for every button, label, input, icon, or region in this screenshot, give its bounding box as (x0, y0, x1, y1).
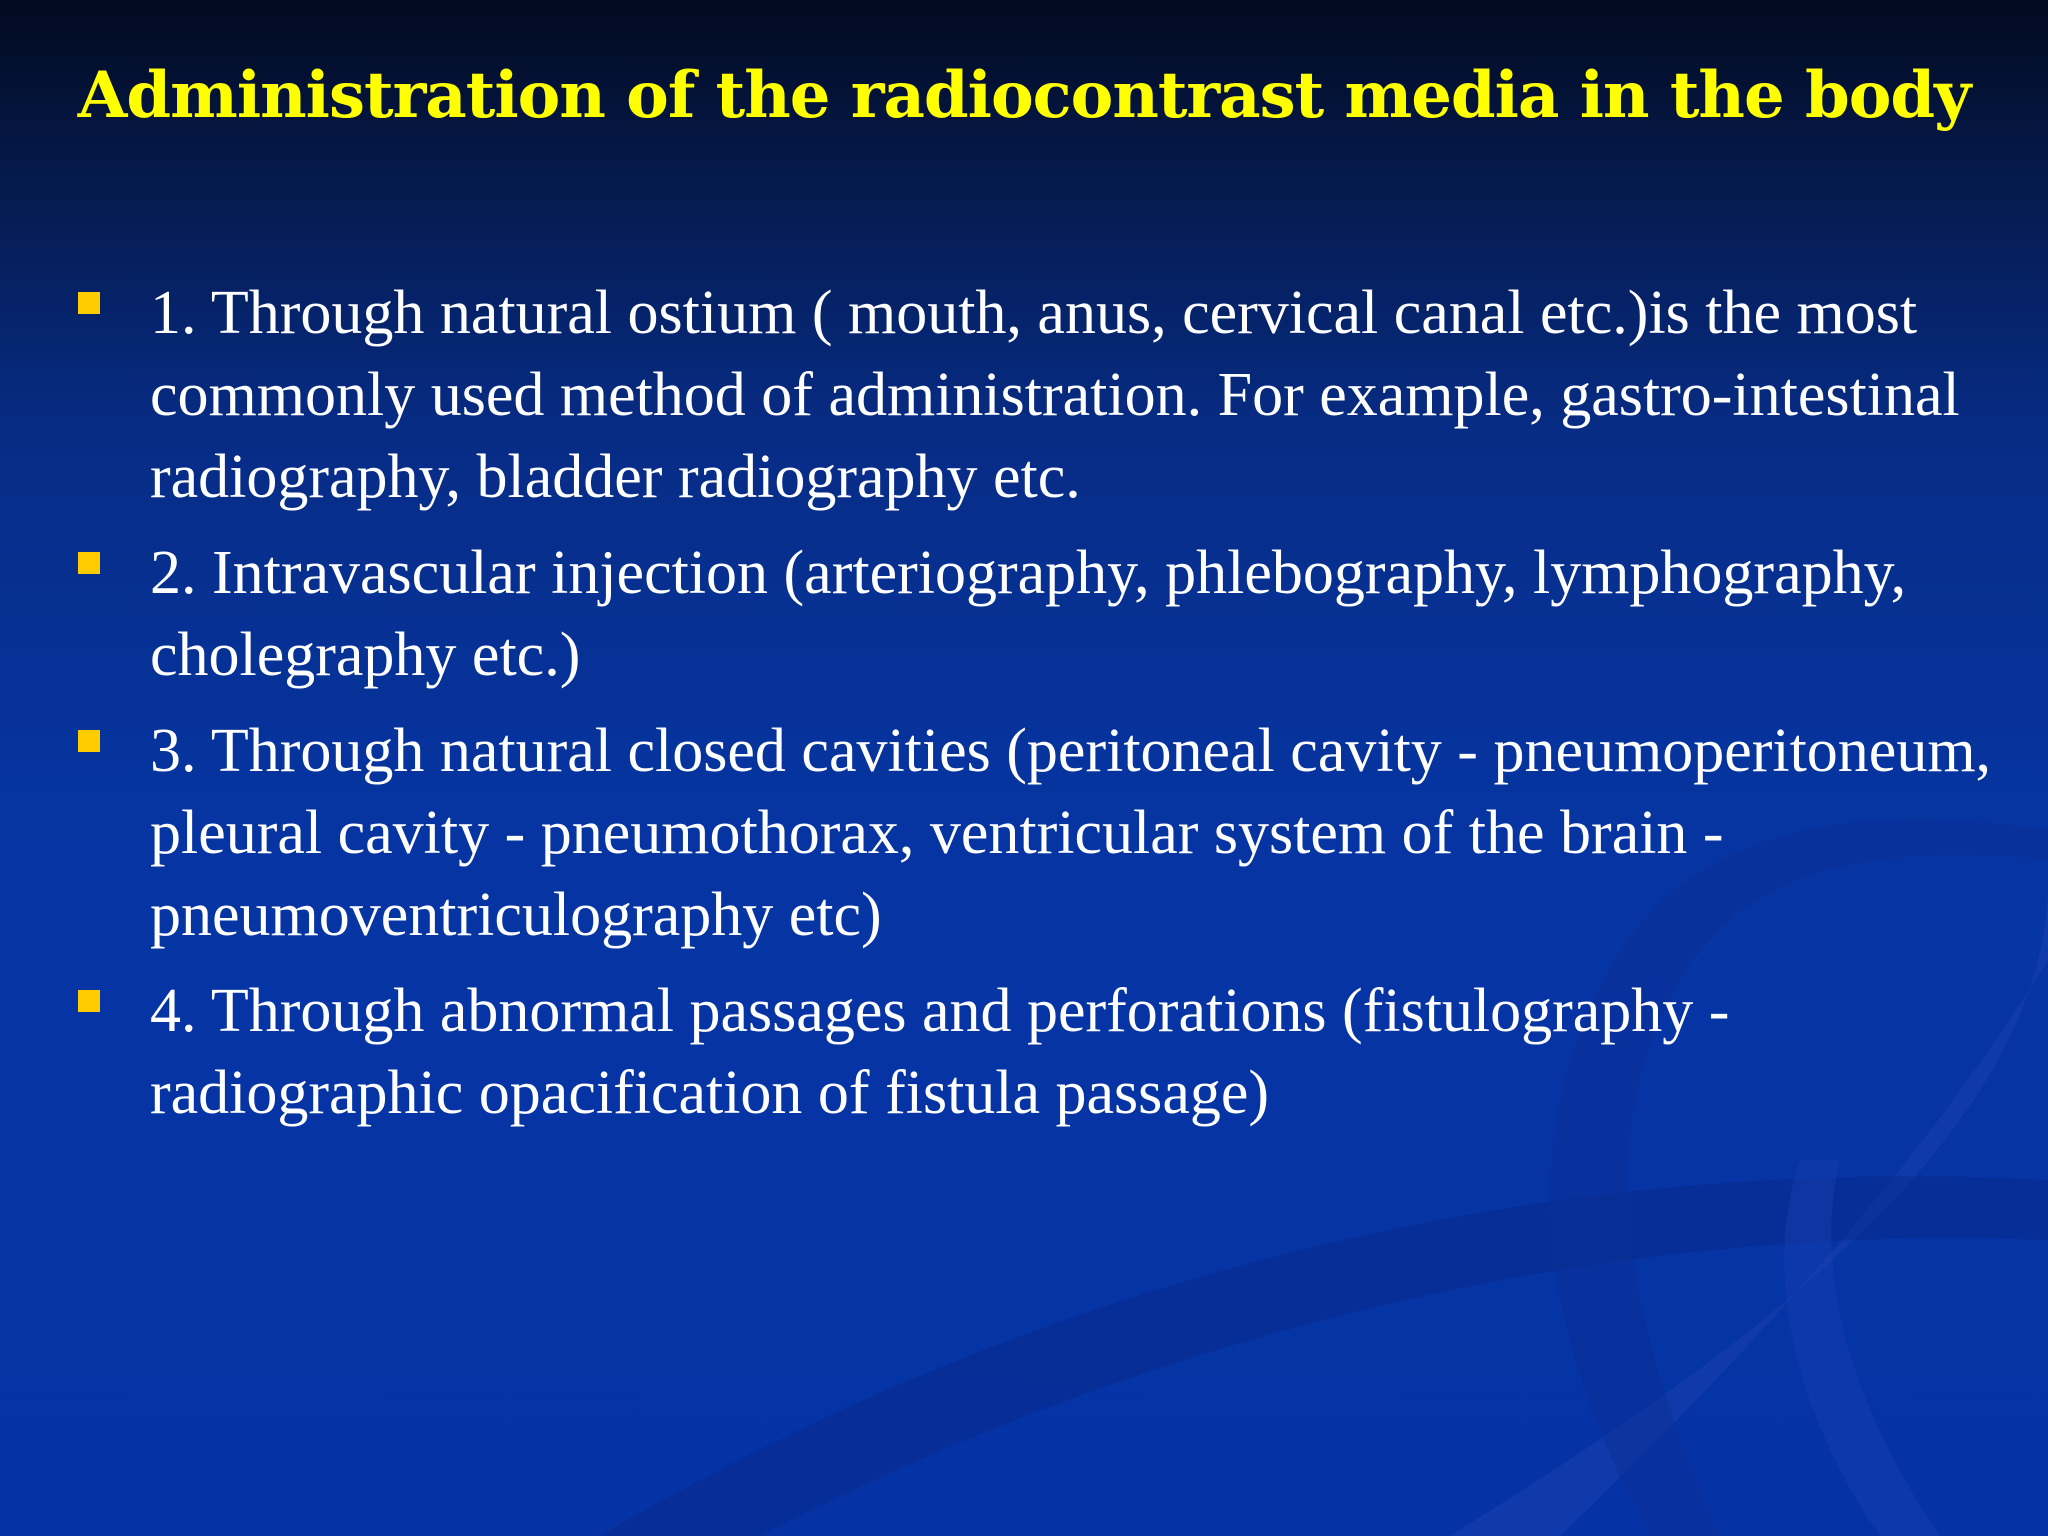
square-bullet-icon (78, 552, 100, 574)
bullet-text-2: 2. Intravascular injection (arteriography, phlebography, lymphography, cholegraphy etc.) (150, 539, 1907, 689)
bullet-text-1: 1. Through natural ostium ( mouth, anus, cervical canal etc.)is the most commonly used method of administration. For example, gastro-intestinal radiography, bladder radiography etc. (150, 279, 1960, 511)
square-bullet-icon (78, 730, 100, 752)
bullet-item-4 (74, 970, 2004, 1134)
square-bullet-icon (78, 990, 100, 1012)
bullet-item-2 (74, 532, 2004, 696)
square-bullet-icon (78, 292, 100, 314)
bullet-text-4: 4. Through abnormal passages and perforations (fistulography - radiographic opacification of fistula passage) (150, 977, 1730, 1127)
bullet-list (74, 272, 2004, 1148)
slide-title: Administration of the radiocontrast media in the body (77, 58, 1971, 133)
bullet-text-3: 3. Through natural closed cavities (peritoneal cavity - pneumoperitoneum, pleural cavity - pneumothorax, ventricular system of the brain - pneumoventriculography etc) (150, 717, 1992, 949)
bullet-item-3 (74, 710, 2004, 956)
bullet-item-1 (74, 272, 2004, 518)
